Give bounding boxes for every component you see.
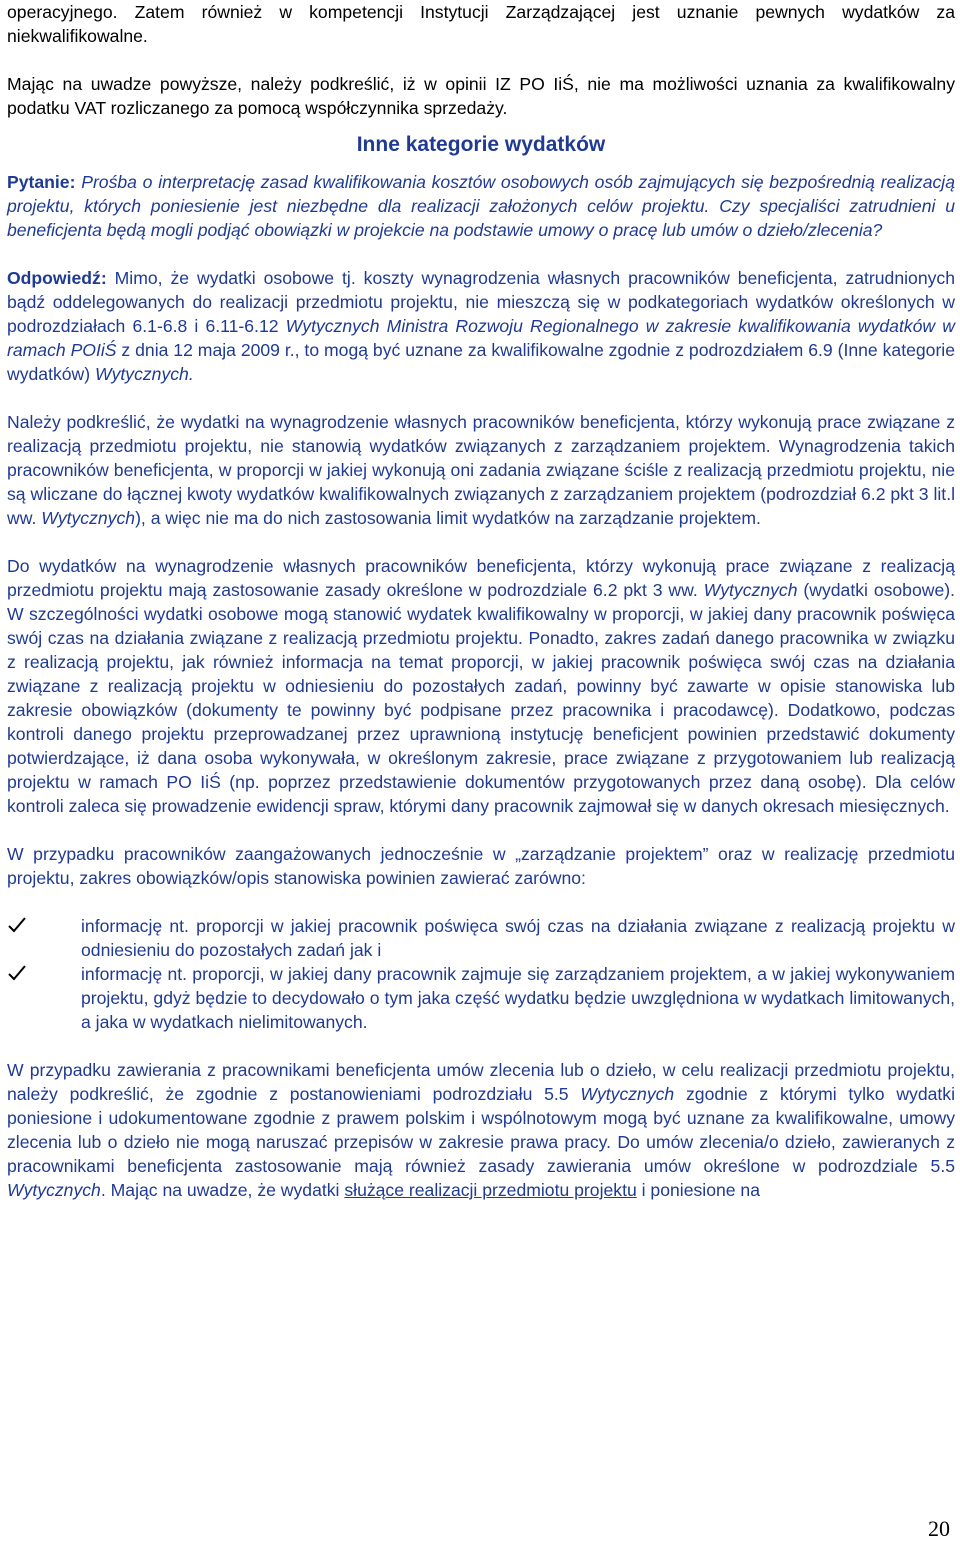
checkmark-icon	[7, 963, 27, 983]
paragraph-3	[7, 410, 955, 530]
intro-paragraph-2: Mając na uwadze powyższe, należy podkreślić, iż w opinii IZ PO IiŚ, nie ma możliwości uznania za kwalifikowalny podatku VAT rozliczanego za pomocą współczynnika sprzedaży.	[7, 74, 955, 118]
paragraph-4-text-2: (wydatki osobowe). W szczególności wydatki osobowe mogą stanowić wydatek kwalifikowalny w proporcji, w jakiej dany pracownik poświęca swój czas na działania związane z realizacją przedmiotu projektu. Ponadto, zakres zadań danego pracownika w związku z realizacją projektu, jak również informacja na temat proporcji, w jakiej pracownik poświęca swój czas na działania związane z realizacją projektu w odniesieniu do pozostałych zadań, powinny być zawarte w opisie stanowiska lub zakresie obowiązków (dokumenty te powinny być podpisane przez pracownika i pracodawcę). Dodatkowo, podczas kontroli danego projektu przeprowadzanej przez uprawnioną instytucję beneficjent powinien przedstawić dokumenty potwierdzające, iż dana osoba wykonywała, w określonym zakresie, prace związane z przygotowaniem lub realizacją projektu w ramach PO IiŚ (np. poprzez przedstawienie dokumentów przygotowanych przez daną osobę). Dla celów kontroli zaleca się prowadzenie ewidencji spraw, którymi dany pracownik zajmował się w danych okresach miesięcznych.	[7, 580, 955, 816]
paragraph-6-text-3: . Mając na uwadze, że wydatki	[100, 1180, 345, 1200]
answer-text-2: z dnia 12 maja 2009 r., to mogą być uznane za kwalifikowalne zgodnie z podrozdziałem 6.9 (Inne kategorie wydatków)	[7, 340, 955, 384]
paragraph-6-text-2: zgodnie z którymi tylko wydatki poniesione i udokumentowane zgodnie z prawem polskim i wspólnotowym mogą być uznane za kwalifikowalne, umowy zlecenia lub o dzieło nie mogą naruszać przepisów w zakresie prawa pracy. Do umów zlecenia/o dzieło, zawieranych z pracownikami beneficjenta zastosowanie mają również zasady zawierania umów określone w podrozdziale 5.5	[7, 1084, 955, 1176]
paragraph-6-text-1: W przypadku zawierania z pracownikami beneficjenta umów zlecenia lub o dzieło, w celu realizacji przedmiotu projektu, należy podkreślić, że zgodnie z postanowieniami podrozdziału 5.5	[7, 1060, 955, 1104]
question-paragraph	[7, 170, 955, 242]
question-text: Prośba o interpretację zasad kwalifikowania kosztów osobowych osób zajmujących się bezpośrednią realizacją projektu, których poniesienie jest niezbędne dla realizacji założonych celów projektu. Czy specjaliści zatrudnieni u beneficjenta będą mogli podjąć obowiązki w projekcie na podstawie umowy o pracę lub umów o dzieło/zlecenia?	[7, 172, 956, 240]
answer-text-1: Mimo, że wydatki osobowe tj. koszty wynagrodzenia własnych pracowników beneficjenta, zatrudnionych bądź oddelegowanych do realizacji przedmiotu projektu, nie mieszczą się w podkategoriach wydatków określonych w podrozdziałach 6.1-6.8 i 6.11-6.12	[7, 268, 955, 336]
question-label: Pytanie:	[7, 172, 76, 192]
answer-label: Odpowiedź:	[7, 268, 107, 288]
paragraph-5: W przypadku pracowników zaangażowanych jednocześnie w „zarządzanie projektem” oraz w realizację przedmiotu projektu, zakres obowiązków/opis stanowiska powinien zawierać zarówno:	[7, 844, 955, 888]
list-item-text: informację nt. proporcji, w jakiej dany pracownik zajmuje się zarządzaniem projektem, a w jakiej wykonywaniem projektu, gdyż będzie to decydowało o tym jaka część wydatku będzie uwzględniona w wydatkach limitowanych, a jaka w wydatkach nielimitowanych.	[81, 964, 955, 1032]
intro-paragraph-1: operacyjnego. Zatem również w kompetencji Instytucji Zarządzającej jest uznanie pewnych wydatków za niekwalifikowalne.	[7, 2, 955, 46]
paragraph-4-italic: Wytycznych	[703, 580, 798, 600]
paragraph-6-text-4: i poniesione na	[636, 1180, 761, 1200]
document-page	[7, 0, 955, 1202]
paragraph-6-italic-2: Wytycznych	[7, 1180, 101, 1200]
paragraph-4-text-1: Do wydatków na wynagrodzenie własnych pracowników beneficjenta, którzy wykonują prace związane z realizacją przedmiotu projektu mają zastosowanie zasady określone w podrozdziale 6.2 pkt 3 ww.	[7, 556, 955, 600]
paragraph-6	[7, 1058, 955, 1202]
checklist	[7, 914, 955, 1034]
answer-paragraph	[7, 266, 955, 386]
section-title: Inne kategorie wydatków	[356, 133, 606, 156]
paragraph-3-text-1: Należy podkreślić, że wydatki na wynagrodzenie własnych pracowników beneficjenta, którzy wykonują prace związane z realizacją przedmiotu projektu, nie stanowią wydatków związanych z zarządzaniem projektem. Wynagrodzenia takich pracowników beneficjenta, w proporcji w jakiej wykonują oni zadania związane ściśle z realizacją przedmiotu projektu, nie są wliczane do łącznej kwoty wydatków kwalifikowalnych związanych z zarządzaniem projektem (podrozdział 6.2 pkt 3 lit.l ww.	[7, 412, 955, 528]
answer-guidelines-ref: Wytycznych Ministra Rozwoju Regionalnego w zakresie kwalifikowania wydatków w ramach POIiŚ	[7, 316, 955, 360]
answer-guidelines-ref-2: Wytycznych.	[95, 364, 194, 384]
paragraph-3-text-2: ), a więc nie ma do nich zastosowania limit wydatków na zarządzanie projektem.	[135, 508, 761, 528]
list-item	[7, 962, 955, 1034]
list-item-text: informację nt. proporcji w jakiej pracownik poświęca swój czas na działania związane z realizacją projektu w odniesieniu do pozostałych zadań jak i	[81, 916, 955, 960]
paragraph-3-italic: Wytycznych	[41, 508, 136, 528]
page-number: 20	[928, 1516, 950, 1541]
paragraph-6-underlined: służące realizacji przedmiotu projektu	[344, 1180, 637, 1200]
paragraph-6-italic-1: Wytycznych	[580, 1084, 675, 1104]
paragraph-4	[7, 554, 955, 818]
checkmark-icon	[7, 915, 27, 935]
list-item	[7, 914, 955, 962]
